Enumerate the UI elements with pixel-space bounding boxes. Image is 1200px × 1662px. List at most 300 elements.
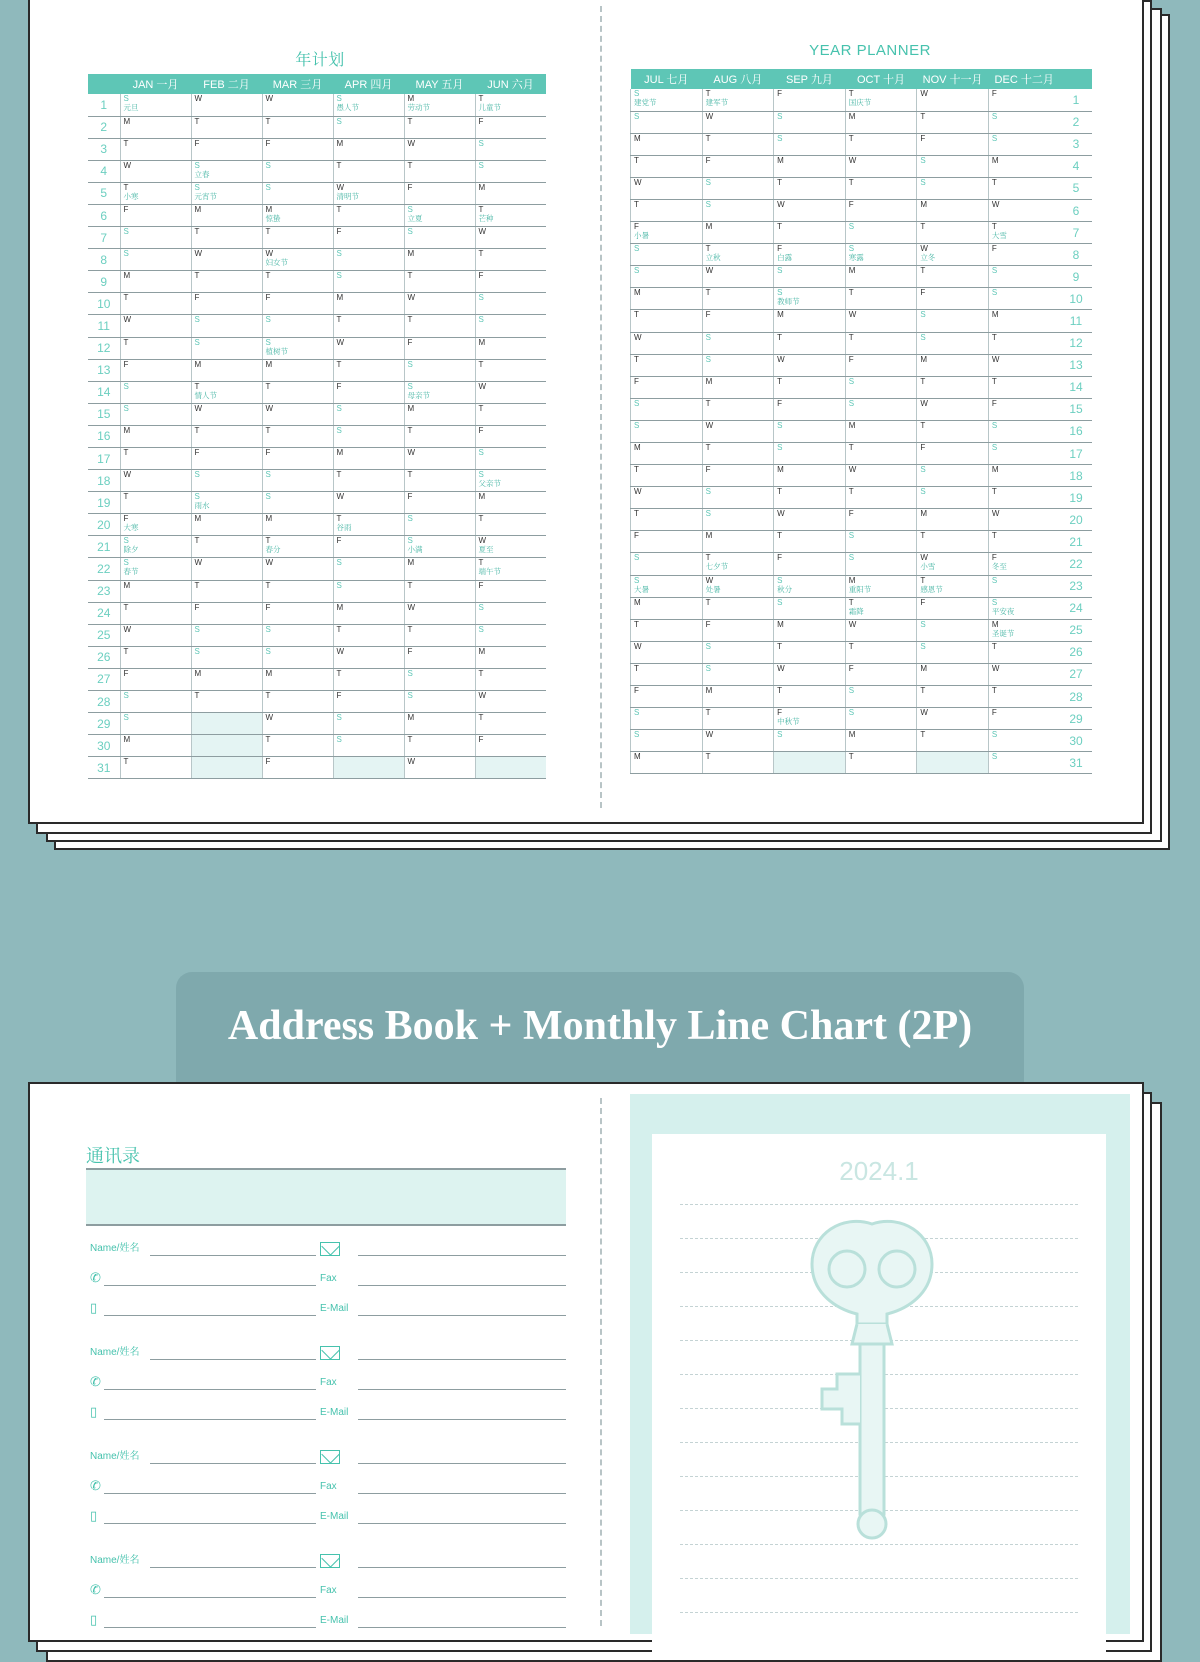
weekday-letter: S [777,597,783,607]
planner-cell [774,111,846,133]
fax-label: Fax [320,1585,337,1596]
email-line[interactable] [358,1523,566,1524]
name-line[interactable] [150,1255,316,1256]
weekday-letter: T [265,580,271,590]
weekday-letter: S [920,487,926,497]
planner-row [631,376,1093,398]
weekday-letter: T [991,686,997,696]
planner-cell [120,381,191,403]
weekday-letter: T [478,403,484,413]
planner-cell [404,249,475,271]
weekday-letter: T [194,381,200,391]
day-number: 9 [88,271,120,293]
address-line[interactable] [358,1463,566,1464]
planner-cell [631,686,703,708]
weekday-letter: M [407,558,415,568]
planner-cell [845,177,917,199]
planner-row [631,222,1093,244]
email-line[interactable] [358,1315,566,1316]
planner-row [88,249,546,271]
weekday-letter: W [478,381,487,391]
festival-label: 立春 [194,169,210,179]
planner-cell [702,663,774,685]
planner-cell [120,271,191,293]
weekday-letter: S [848,553,855,563]
planner-row [88,204,546,226]
planner-cell [333,293,404,315]
festival-label: 雨水 [194,501,210,511]
planner-cell [774,354,846,376]
address-entry [86,1442,566,1542]
planner-cell [120,757,191,779]
planner-cell [120,602,191,624]
weekday-letter: M [194,204,202,214]
planner-row [88,668,546,690]
weekday-letter: F [478,735,484,745]
weekday-letter: T [634,199,639,209]
weekday-letter: T [478,94,484,103]
weekday-letter: M [991,310,999,320]
month-header: AUG 八月 [702,69,774,89]
banner-title: Address Book + Monthly Line Chart (2P) [227,1003,973,1049]
email-label: E-Mail [320,1303,349,1314]
weekday-letter: T [194,691,200,701]
planner-cell [631,531,703,553]
weekday-letter: S [407,359,413,369]
weekday-letter: S [194,337,200,347]
planner-corner [1060,69,1092,89]
planner-cell [191,249,262,271]
festival-label: 中秋节 [777,717,800,727]
planner-cell [475,403,546,425]
weekday-letter: T [634,663,639,673]
weekday-letter: F [991,708,997,718]
planner-cell [845,597,917,619]
planner-cell [774,663,846,685]
planner-cell [774,531,846,553]
weekday-letter: M [407,249,415,259]
planner-cell [333,271,404,293]
planner-cell [262,160,333,182]
planner-cell [631,133,703,155]
fax-line[interactable] [358,1389,566,1390]
festival-label: 母亲节 [407,390,430,400]
festival-label: 小寒 [123,191,139,201]
planner-cell [120,536,191,558]
name-line[interactable] [150,1359,316,1360]
planner-cell [475,359,546,381]
planner-cell [702,708,774,730]
weekday-letter: T [407,425,413,435]
weekday-letter: W [123,315,132,325]
weekday-letter: T [336,514,342,524]
planner-cell [774,332,846,354]
mobile-line[interactable] [104,1419,316,1420]
planner-cell [774,553,846,575]
planner-cell [120,624,191,646]
weekday-letter: M [848,266,856,276]
weekday-letter: T [920,376,926,386]
planner-row [88,735,546,757]
day-number: 10 [88,293,120,315]
planner-cell [333,624,404,646]
weekday-letter: T [265,425,271,435]
weekday-letter: T [705,288,711,298]
planner-row [631,133,1093,155]
planner-cell [475,94,546,116]
planner-cell [404,425,475,447]
name-line[interactable] [150,1567,316,1568]
day-number: 13 [88,359,120,381]
weekday-letter: M [123,116,131,126]
fax-line[interactable] [358,1285,566,1286]
weekday-letter: W [777,199,785,209]
planner-cell [631,89,703,111]
planner-page [28,0,1144,824]
weekday-letter: S [265,624,271,634]
planner-cell [702,244,774,266]
planner-cell [191,116,262,138]
planner-cell-empty [191,713,262,735]
planner-cell [475,646,546,668]
planner-cell [988,199,1060,221]
planner-cell [120,160,191,182]
weekday-letter: T [777,641,783,651]
weekday-letter: W [336,337,345,347]
weekday-letter: S [991,420,998,430]
planner-cell [845,133,917,155]
planner-cell [262,558,333,580]
planner-cell [631,354,703,376]
planner-cell [404,293,475,315]
planner-cell [774,199,846,221]
weekday-letter: M [777,310,784,320]
planner-cell [774,597,846,619]
planner-cell [333,735,404,757]
weekday-letter: S [265,315,271,325]
phone-icon: ✆ [90,1478,101,1493]
day-number: 20 [88,514,120,536]
planner-cell [404,691,475,713]
weekday-letter: M [634,133,641,143]
planner-cell [631,398,703,420]
planner-cell [774,443,846,465]
email-line[interactable] [358,1627,566,1628]
planner-cell [774,575,846,597]
weekday-letter: S [265,492,271,502]
planner-table-jul-dec [630,69,1092,774]
planner-row [88,448,546,470]
weekday-letter: S [991,443,998,452]
weekday-letter: F [265,138,271,148]
planner-cell [631,111,703,133]
address-row-phone [86,1576,566,1598]
day-number: 27 [88,668,120,690]
weekday-letter: T [265,536,271,546]
planner-cell [917,398,989,420]
weekday-letter: S [634,266,640,276]
weekday-letter: F [634,222,639,232]
weekday-letter: S [194,160,200,170]
planner-cell [404,536,475,558]
planner-cell [333,536,404,558]
mobile-line[interactable] [104,1523,316,1524]
weekday-letter: T [478,558,484,568]
planner-cell [262,713,333,735]
planner-cell [191,160,262,182]
name-line[interactable] [150,1463,316,1464]
weekday-letter: T [777,686,783,696]
month-header: JAN 一月 [120,74,191,94]
planner-cell [191,492,262,514]
day-number: 18 [88,470,120,492]
weekday-letter: W [336,646,345,656]
weekday-letter: M [478,492,486,502]
weekday-letter: F [336,381,342,391]
planner-cell [917,177,989,199]
planner-cell [475,492,546,514]
planner-cell [262,492,333,514]
planner-row [88,160,546,182]
weekday-letter: W [920,708,928,718]
planner-cell [917,465,989,487]
address-line[interactable] [358,1255,566,1256]
planner-cell [333,713,404,735]
weekday-letter: W [265,558,274,568]
planner-cell [475,182,546,204]
day-number: 29 [1060,708,1092,730]
weekday-letter: T [478,713,484,723]
planner-cell [191,403,262,425]
weekday-letter: W [848,310,857,320]
address-book-header-box [86,1168,566,1226]
planner-cell [191,448,262,470]
address-row-mobile [86,1294,566,1316]
day-number: 15 [88,403,120,425]
festival-label: 元旦 [123,103,139,112]
phone-line[interactable] [104,1597,316,1598]
weekday-letter: T [777,332,783,342]
weekday-letter: T [634,465,639,475]
planner-cell [988,443,1060,465]
planner-row [88,580,546,602]
planner-cell [631,443,703,465]
weekday-letter: T [407,271,413,281]
weekday-letter: T [991,222,997,232]
weekday-letter: W [705,111,714,121]
planner-cell [988,619,1060,641]
phone-icon: ✆ [90,1374,101,1389]
address-entry [86,1234,566,1334]
monthly-chart-panel [652,1134,1106,1654]
planner-cell [333,227,404,249]
weekday-letter: T [478,514,484,524]
mail-envelope-icon [320,1346,340,1360]
weekday-letter: F [265,448,271,457]
weekday-letter: T [123,602,129,612]
festival-label: 圣诞节 [991,628,1015,638]
month-header: MAR 三月 [262,74,333,94]
weekday-letter: W [265,249,274,259]
weekday-letter: F [777,244,783,254]
planner-cell [845,398,917,420]
weekday-letter: T [634,509,639,519]
planner-row [88,624,546,646]
phone-line[interactable] [104,1285,316,1286]
weekday-letter: S [705,641,711,651]
planner-cell [917,111,989,133]
chart-ruled-line [680,1612,1078,1613]
fax-line[interactable] [358,1597,566,1598]
planner-cell [917,89,989,111]
address-book-title: 通讯录 [86,1146,140,1166]
day-number: 23 [88,580,120,602]
planner-cell [404,470,475,492]
weekday-letter: W [407,602,416,612]
weekday-letter: M [848,111,856,121]
planner-row [88,138,546,160]
planner-cell [631,332,703,354]
weekday-letter: T [848,443,854,452]
planner-cell [845,663,917,685]
day-number: 27 [1060,663,1092,685]
planner-cell [774,288,846,310]
weekday-letter: S [848,244,855,254]
weekday-letter: T [478,668,484,678]
festival-label: 霜降 [848,606,864,616]
day-number: 22 [1060,553,1092,575]
planner-cell [404,182,475,204]
weekday-letter: S [634,730,640,740]
weekday-letter: F [123,204,129,214]
planner-cell [404,160,475,182]
planner-cell [333,448,404,470]
email-line[interactable] [358,1419,566,1420]
weekday-letter: W [920,398,928,408]
phone-line[interactable] [104,1389,316,1390]
planner-cell [845,752,917,774]
weekday-letter: F [777,398,783,408]
weekday-letter: S [848,398,855,408]
festival-label: 元宵节 [194,191,217,201]
weekday-letter: S [920,465,926,475]
day-number: 15 [1060,398,1092,420]
weekday-letter: F [407,646,413,656]
weekday-letter: S [634,575,640,585]
weekday-letter: S [777,443,783,452]
planner-cell [917,288,989,310]
weekday-letter: T [991,641,997,651]
planner-cell [845,465,917,487]
planner-cell [120,425,191,447]
planner-cell [333,381,404,403]
planner-cell [774,708,846,730]
weekday-letter: S [634,420,640,430]
festival-label: 建党节 [634,98,657,107]
name-label: Name/姓名 [90,1451,140,1462]
planner-row [88,94,546,116]
planner-cell [333,359,404,381]
weekday-letter: M [777,155,784,165]
planner-cell [404,757,475,779]
weekday-letter: S [336,713,342,723]
planner-cell-empty [333,757,404,779]
planner-cell [988,509,1060,531]
monthly-chart-page [630,1094,1130,1634]
planner-row [88,691,546,713]
planner-cell [845,332,917,354]
weekday-letter: F [634,686,639,696]
planner-cell [845,553,917,575]
day-number: 24 [88,602,120,624]
weekday-letter: W [194,558,203,568]
weekday-letter: W [991,354,1000,364]
chart-ruled-line [680,1204,1078,1205]
festival-label: 父亲节 [478,479,501,489]
planner-cell [404,602,475,624]
planner-cell [475,381,546,403]
planner-cell [988,686,1060,708]
festival-label: 寒露 [848,253,864,263]
mobile-line[interactable] [104,1627,316,1628]
planner-cell [191,580,262,602]
address-row-mobile [86,1606,566,1628]
weekday-letter: S [407,691,413,701]
planner-cell [120,315,191,337]
planner-cell [262,646,333,668]
day-number: 21 [1060,531,1092,553]
weekday-letter: W [407,138,416,148]
planner-cell [120,116,191,138]
mobile-line[interactable] [104,1315,316,1316]
fax-line[interactable] [358,1493,566,1494]
weekday-letter: S [407,536,413,546]
planner-cell [191,691,262,713]
weekday-letter: M [478,337,486,347]
festival-label: 春节 [123,567,139,577]
address-line[interactable] [358,1567,566,1568]
weekday-letter: F [265,602,271,612]
planner-cell [988,398,1060,420]
planner-cell [475,602,546,624]
address-row-name [86,1234,566,1256]
weekday-letter: S [265,182,271,192]
weekday-letter: T [848,752,854,762]
planner-cell [774,376,846,398]
weekday-letter: S [194,470,200,480]
day-number: 25 [1060,619,1092,641]
weekday-letter: T [920,730,926,740]
weekday-letter: F [848,663,854,673]
planner-cell [917,332,989,354]
planner-cell [404,315,475,337]
address-row-name [86,1442,566,1464]
address-line[interactable] [358,1359,566,1360]
weekday-letter: T [705,133,711,143]
planner-row [631,443,1093,465]
weekday-letter: T [705,708,711,718]
planner-cell [404,514,475,536]
email-label: E-Mail [320,1407,349,1418]
planner-row [88,757,546,779]
weekday-letter: F [777,89,783,98]
phone-line[interactable] [104,1493,316,1494]
weekday-letter: T [848,332,854,342]
planner-cell [333,116,404,138]
weekday-letter: T [407,315,413,325]
weekday-letter: T [991,376,997,386]
planner-cell [404,337,475,359]
